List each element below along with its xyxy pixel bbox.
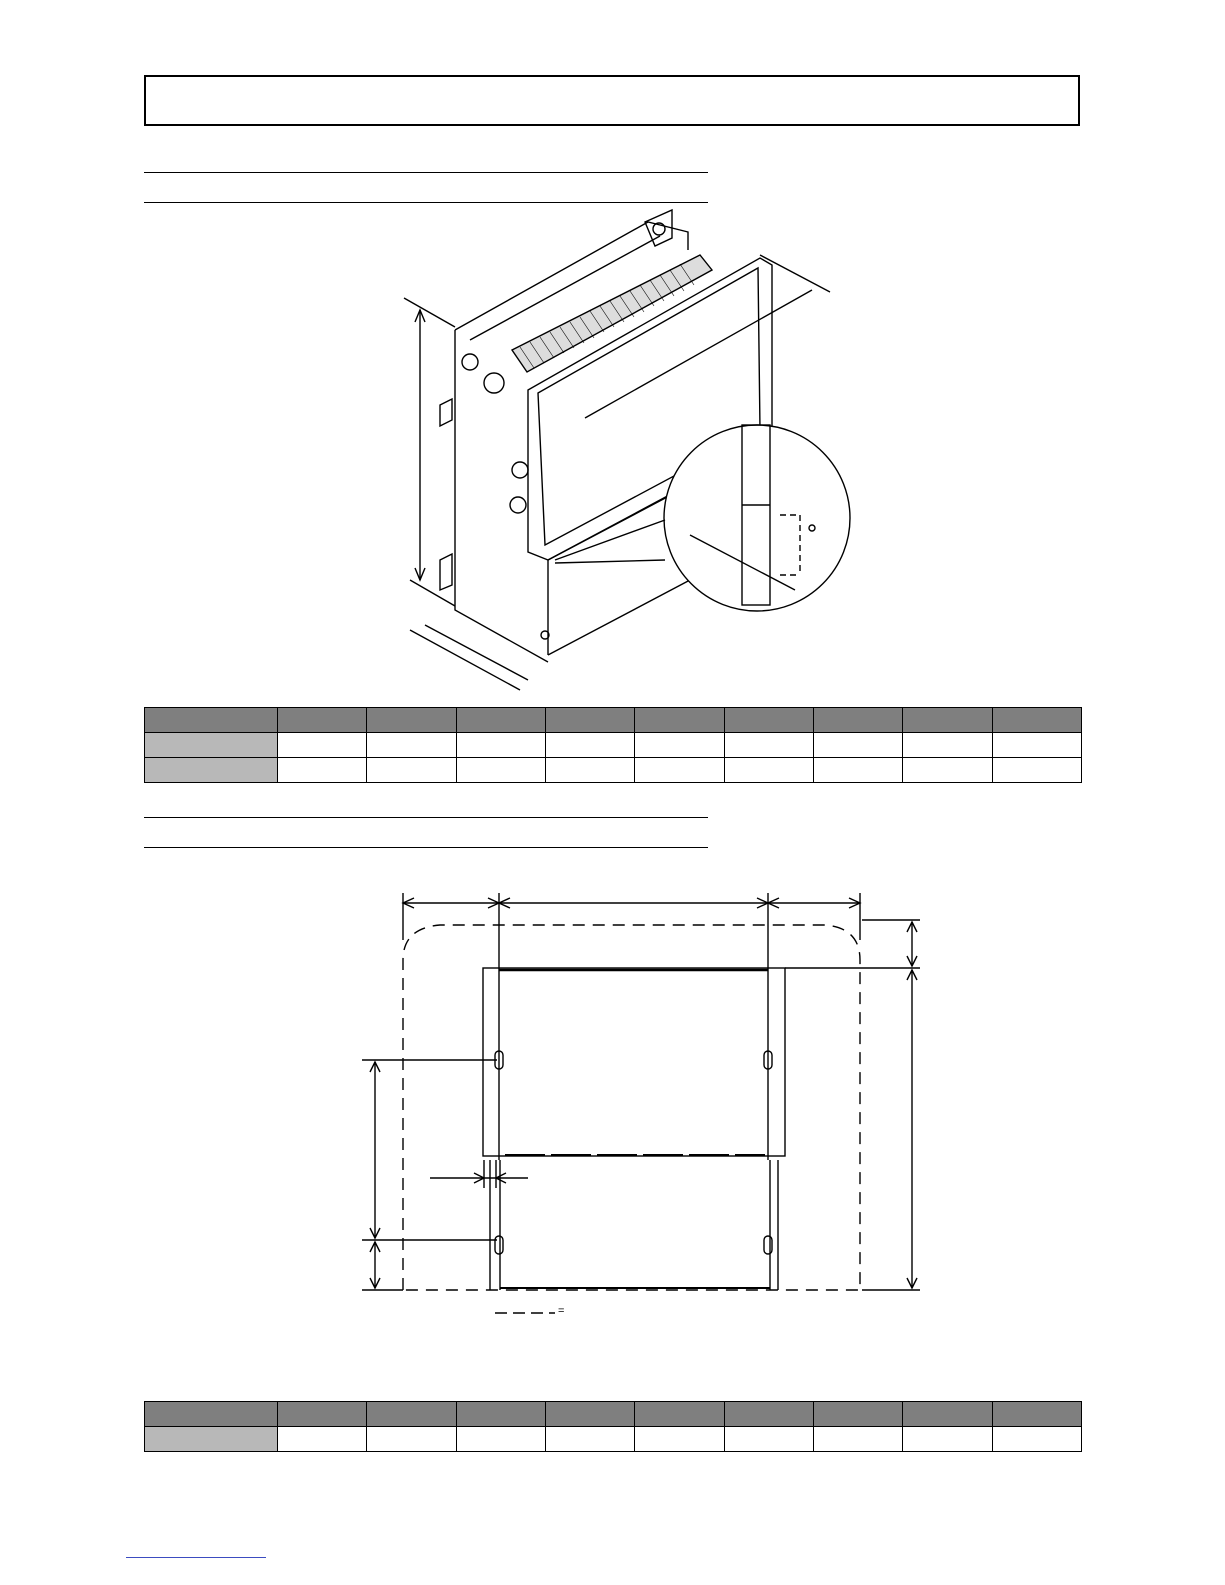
table-cell (456, 1427, 545, 1452)
table-header-cell (635, 1402, 724, 1427)
table-cell (278, 1427, 367, 1452)
table-cell (992, 1427, 1081, 1452)
table-header-cell (724, 1402, 813, 1427)
table-row-label (145, 1427, 278, 1452)
table-header-cell (992, 1402, 1081, 1427)
footer-link-underline[interactable] (126, 1557, 266, 1558)
table-cell (545, 1427, 634, 1452)
table-header-cell (278, 1402, 367, 1427)
dashed-legend-label: = (558, 1305, 565, 1317)
spec-table-2 (144, 1401, 1082, 1452)
table-header-cell (903, 1402, 992, 1427)
table-cell (903, 1427, 992, 1452)
table-cell (635, 1427, 724, 1452)
table-cell (813, 1427, 902, 1452)
table-header-cell (545, 1402, 634, 1427)
table-header-cell (145, 1402, 278, 1427)
table-header-cell (456, 1402, 545, 1427)
table-row (145, 1427, 1082, 1452)
table-header-cell (367, 1402, 456, 1427)
table-cell (724, 1427, 813, 1452)
table-header-cell (813, 1402, 902, 1427)
table-header-row (145, 1402, 1082, 1427)
table-cell (367, 1427, 456, 1452)
